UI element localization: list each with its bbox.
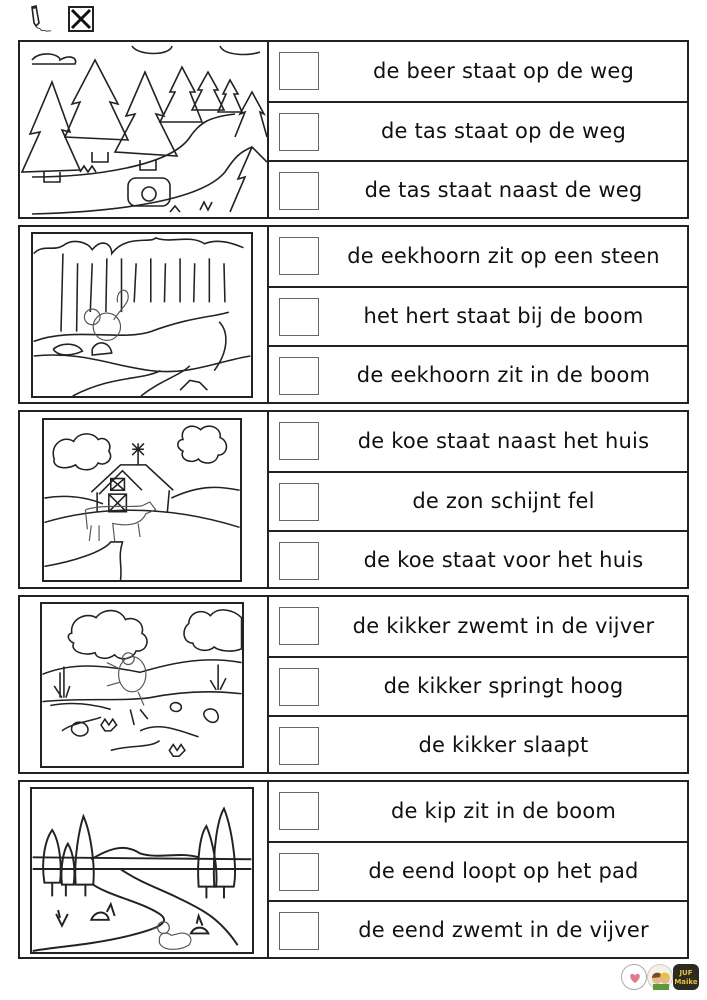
answer-checkbox[interactable] bbox=[279, 298, 319, 336]
answer-checkbox[interactable] bbox=[279, 357, 319, 395]
answer-checkbox[interactable] bbox=[279, 172, 319, 210]
option-label: de beer staat op de weg bbox=[372, 59, 635, 83]
answer-checkbox[interactable] bbox=[279, 422, 319, 460]
option-label: het hert staat bij de boom bbox=[363, 304, 644, 328]
answer-checkbox[interactable] bbox=[279, 912, 319, 950]
option-row[interactable] bbox=[269, 412, 687, 470]
answer-options bbox=[269, 227, 687, 402]
duck-in-stream-illustration bbox=[32, 789, 252, 952]
picture-cell bbox=[20, 412, 269, 587]
picture-cell bbox=[20, 782, 269, 957]
exercise-4 bbox=[18, 595, 689, 774]
frog-jumping-illustration bbox=[42, 604, 242, 766]
forest-with-bag-illustration bbox=[20, 42, 267, 217]
option-label: de eend loopt op het pad bbox=[368, 859, 639, 883]
option-row[interactable] bbox=[269, 900, 687, 957]
option-label: de kip zit in de boom bbox=[390, 799, 617, 823]
option-row[interactable] bbox=[269, 42, 687, 100]
pencil-icon[interactable] bbox=[26, 4, 54, 34]
picture-cell bbox=[20, 42, 269, 217]
option-row[interactable] bbox=[269, 715, 687, 772]
answer-checkbox[interactable] bbox=[279, 607, 319, 645]
close-box-icon[interactable] bbox=[68, 6, 94, 32]
frog-pond-picture bbox=[40, 602, 244, 768]
answer-checkbox[interactable] bbox=[279, 668, 319, 706]
option-row[interactable] bbox=[269, 227, 687, 285]
answer-options bbox=[269, 597, 687, 772]
option-label: de koe staat voor het huis bbox=[363, 547, 644, 572]
toolbar bbox=[0, 0, 707, 38]
cow-and-barn-illustration bbox=[44, 420, 240, 580]
juf-maike-logo bbox=[673, 964, 699, 990]
svg-text:JUF: JUF bbox=[679, 969, 693, 977]
option-row[interactable] bbox=[269, 597, 687, 655]
option-row[interactable] bbox=[269, 656, 687, 714]
answer-options bbox=[269, 412, 687, 587]
svg-text:Maike: Maike bbox=[674, 978, 698, 986]
exercise-1 bbox=[18, 40, 689, 219]
squirrel-picture bbox=[31, 232, 253, 398]
forest-picture bbox=[20, 42, 267, 217]
option-row[interactable] bbox=[269, 345, 687, 402]
picture-cell bbox=[20, 227, 269, 402]
exercise-5 bbox=[18, 780, 689, 959]
option-row[interactable] bbox=[269, 101, 687, 159]
option-label: de tas staat naast de weg bbox=[364, 177, 643, 202]
kids-logo bbox=[647, 964, 673, 990]
option-row[interactable] bbox=[269, 782, 687, 840]
option-label: de zon schijnt fel bbox=[412, 489, 595, 513]
option-row[interactable] bbox=[269, 841, 687, 899]
option-row[interactable] bbox=[269, 530, 687, 587]
answer-checkbox[interactable] bbox=[279, 727, 319, 765]
answer-checkbox[interactable] bbox=[279, 52, 319, 90]
squirrel-illustration bbox=[33, 234, 251, 396]
cow-barn-picture bbox=[42, 418, 242, 582]
clipart-logo bbox=[621, 964, 647, 990]
option-label: de koe staat naast het huis bbox=[357, 429, 650, 453]
option-row[interactable] bbox=[269, 160, 687, 217]
exercise-3 bbox=[18, 410, 689, 589]
option-label: de kikker slaapt bbox=[418, 732, 589, 757]
option-row[interactable] bbox=[269, 286, 687, 344]
option-label: de eend zwemt in de vijver bbox=[358, 917, 649, 942]
answer-checkbox[interactable] bbox=[279, 483, 319, 521]
answer-checkbox[interactable] bbox=[279, 113, 319, 151]
answer-checkbox[interactable] bbox=[279, 792, 319, 830]
answer-options bbox=[269, 42, 687, 217]
answer-checkbox[interactable] bbox=[279, 542, 319, 580]
answer-checkbox[interactable] bbox=[279, 237, 319, 275]
option-label: de eekhoorn zit op een steen bbox=[347, 244, 660, 268]
duck-stream-picture bbox=[30, 787, 254, 954]
option-label: de eekhoorn zit in de boom bbox=[356, 362, 651, 387]
option-row[interactable] bbox=[269, 471, 687, 529]
answer-checkbox[interactable] bbox=[279, 853, 319, 891]
answer-options bbox=[269, 782, 687, 957]
option-label: de kikker zwemt in de vijver bbox=[352, 614, 655, 638]
picture-cell bbox=[20, 597, 269, 772]
footer-logos bbox=[621, 964, 699, 994]
option-label: de kikker springt hoog bbox=[383, 674, 624, 698]
option-label: de tas staat op de weg bbox=[380, 119, 627, 143]
exercise-2 bbox=[18, 225, 689, 404]
